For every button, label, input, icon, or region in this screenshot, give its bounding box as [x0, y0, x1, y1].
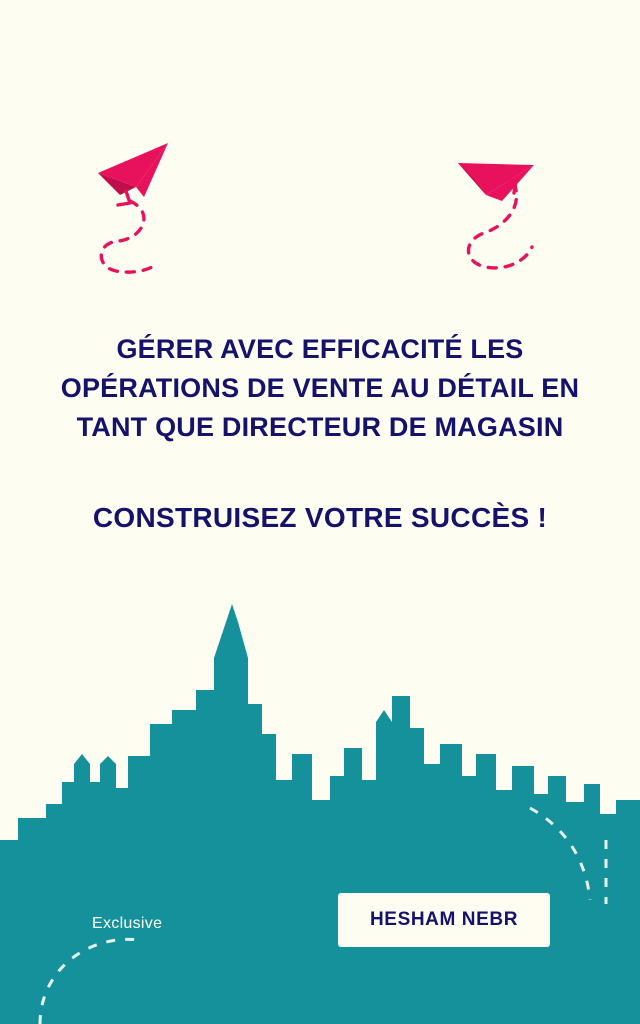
paper-plane-icon	[90, 135, 260, 315]
paper-plane-icon	[440, 135, 610, 315]
left-decoration-group	[90, 135, 260, 315]
headline	[50, 330, 590, 447]
name-badge-text: HESHAM NEBR	[369, 909, 519, 930]
exclusive-label: Exclusive	[92, 915, 163, 932]
subheadline: CONSTRUISEZ VOTRE SUCCÈS !	[92, 502, 548, 533]
city-skyline-silhouette	[0, 604, 640, 1024]
headline-line-3: TANT QUE DIRECTEUR DE MAGASIN	[76, 412, 564, 443]
right-decoration-group	[440, 135, 610, 315]
headline-line-1: GÉRER AVEC EFFICACITÉ LES	[116, 334, 524, 364]
headline-line-2: OPÉRATIONS DE VENTE AU DÉTAIL EN	[60, 373, 580, 404]
name-badge	[338, 893, 550, 947]
